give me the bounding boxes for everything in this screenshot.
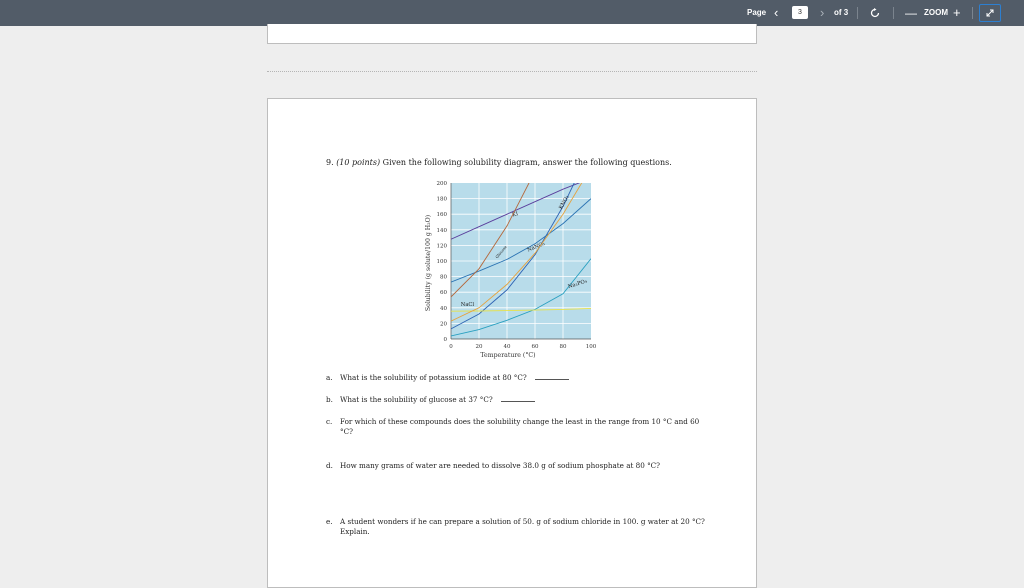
zoom-out-button[interactable]: — bbox=[905, 6, 917, 20]
x-tick-label: 100 bbox=[585, 344, 597, 350]
subquestion-label: c. bbox=[326, 417, 333, 426]
expand-icon bbox=[980, 5, 1000, 21]
x-axis-label: Temperature (°C) bbox=[480, 352, 536, 359]
subquestion-text: How many grams of water are needed to dissolve 38.0 g of sodium phosphate at 80 °C? bbox=[340, 461, 661, 470]
document-page bbox=[267, 98, 757, 588]
y-tick-label: 80 bbox=[440, 274, 447, 281]
x-tick-label: 20 bbox=[475, 344, 483, 350]
subquestion-label: e. bbox=[326, 517, 333, 526]
page-separator bbox=[267, 71, 757, 72]
zoom-label: ZOOM bbox=[924, 8, 948, 17]
subquestion-text: For which of these compounds does the solubility change the least in the range from 10 °C and 60 °C? bbox=[340, 417, 700, 436]
page-count: of 3 bbox=[834, 8, 849, 17]
question-number: 9. bbox=[326, 158, 334, 167]
y-tick-label: 40 bbox=[440, 305, 447, 312]
pdf-toolbar bbox=[0, 0, 1024, 26]
x-tick-label: 40 bbox=[503, 344, 511, 350]
subquestion-label: b. bbox=[326, 395, 333, 404]
y-tick-label: 100 bbox=[436, 259, 447, 265]
x-tick-label: 0 bbox=[449, 344, 453, 350]
page-number-input[interactable]: 3 bbox=[792, 6, 808, 19]
next-page-button[interactable]: › bbox=[820, 5, 825, 20]
previous-page bbox=[267, 24, 757, 44]
y-tick-label: 60 bbox=[440, 290, 447, 297]
question-text: Given the following solubility diagram, answer the following questions. bbox=[382, 158, 672, 167]
answer-blank[interactable] bbox=[535, 378, 569, 380]
y-tick-label: 20 bbox=[440, 321, 447, 328]
question-points: (10 points) bbox=[336, 158, 381, 167]
answer-blank[interactable] bbox=[501, 400, 535, 402]
subquestion-text: A student wonders if he can prepare a solution of 50. g of sodium chloride in 100. g water at 20 °C? Explain. bbox=[340, 517, 705, 536]
series-label-ki: KI bbox=[511, 211, 519, 219]
subquestion-text: What is the solubility of potassium iodide at 80 °C? bbox=[340, 373, 527, 382]
series-label-nano: NaNO₃ bbox=[526, 240, 546, 254]
x-tick-label: 80 bbox=[559, 344, 567, 350]
y-tick-label: 180 bbox=[436, 196, 447, 203]
question-heading bbox=[326, 158, 672, 167]
series-label-nacl: NaCl bbox=[460, 302, 475, 309]
solubility-chart bbox=[416, 175, 611, 385]
y-tick-label: 0 bbox=[443, 337, 447, 343]
series-label-napo: Na₃PO₄ bbox=[567, 278, 588, 291]
subquestion-label: d. bbox=[326, 461, 333, 470]
zoom-in-button[interactable]: + bbox=[953, 5, 961, 20]
toolbar-divider bbox=[857, 7, 858, 19]
toolbar-divider bbox=[893, 7, 894, 19]
toolbar-divider bbox=[972, 7, 973, 19]
x-tick-label: 60 bbox=[531, 344, 539, 350]
fullscreen-button[interactable] bbox=[979, 4, 1001, 22]
y-axis-label: Solubility (g solute/100 g H₂O) bbox=[425, 214, 432, 312]
series-label-kno: KNO₃ bbox=[558, 194, 571, 211]
page-label: Page bbox=[747, 8, 767, 17]
subquestion-text: What is the solubility of glucose at 37 °C? bbox=[340, 395, 493, 404]
y-tick-label: 120 bbox=[436, 243, 447, 250]
prev-page-button[interactable]: ‹ bbox=[774, 5, 779, 20]
series-label-glucose: Glucose bbox=[494, 244, 508, 260]
y-tick-label: 140 bbox=[436, 227, 447, 234]
subquestion-label: a. bbox=[326, 373, 333, 382]
rotate-button[interactable] bbox=[870, 0, 880, 26]
y-tick-label: 160 bbox=[436, 212, 447, 219]
y-tick-label: 200 bbox=[436, 181, 447, 187]
rotate-icon bbox=[870, 8, 880, 18]
